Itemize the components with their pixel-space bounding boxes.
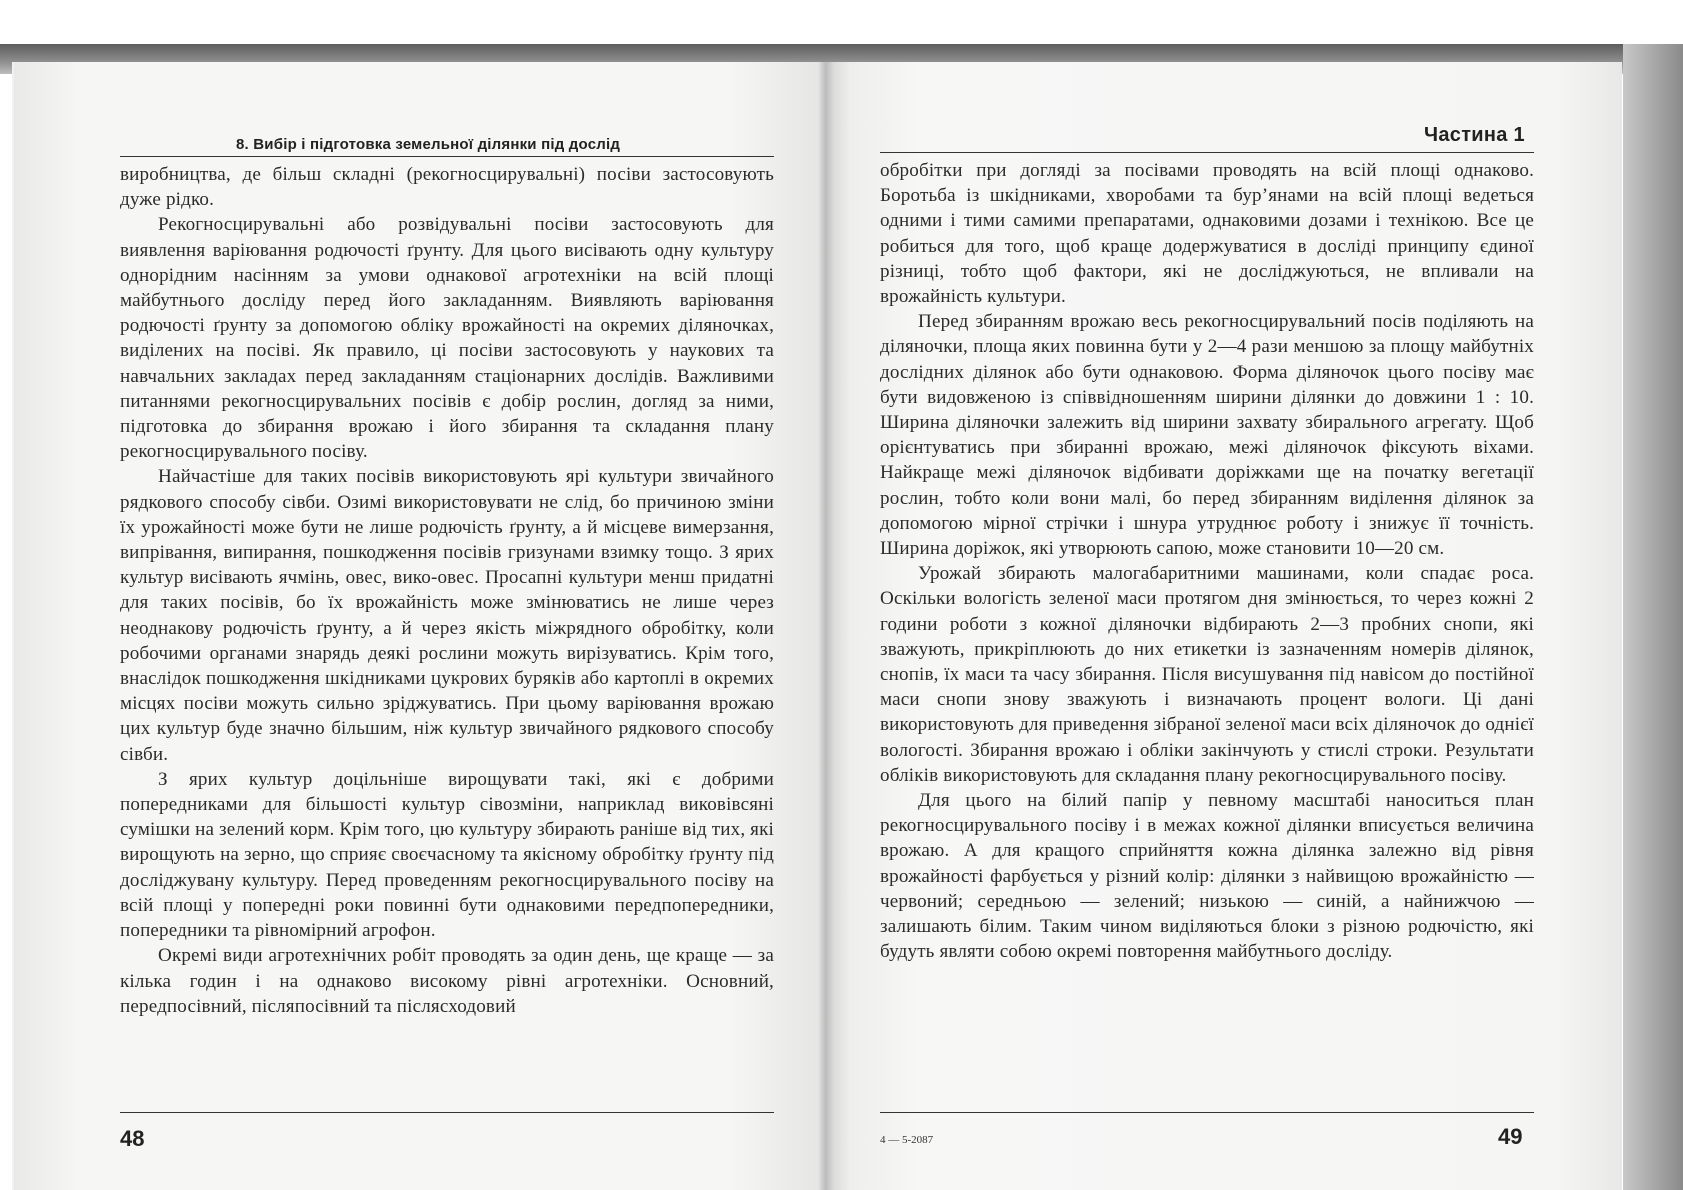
left-header-rule xyxy=(120,156,774,157)
right-header-rule xyxy=(880,152,1534,153)
paragraph: виробництва, де більш складні (рекогносцирувальні) посіви застосовують дуже рідко. xyxy=(120,164,774,211)
paragraph: Урожай збирають малогабаритними машинами, коли спадає роса. Оскільки вологість зеленої маси протягом дня змінюється, то через кожні 2 години роботи з кожної діляночки відбирають 2—3 пробних снопи, які зважують, прикріплюють до них етикетки із зазначенням номерів ділянок, снопів, їх маси та часу збирання. Після висушування під навісом до постійної маси снопи знову зважують і визначають процент вологи. Ці дані використовують для приведення зібраної зеленої маси всіх діляночок до однієї вологості. Збирання врожаю і обліки закінчують у стислі строки. Результати обліків використовують для складання плану рекогносцирувального посіву. xyxy=(880,563,1534,786)
paragraph: З ярих культур доцільніше вирощувати такі, які є добрими попередниками для більшості культур сівозміни, наприклад виковівсяні сумішки на зелений корм. Крім того, цю культуру збирають раніше від тих, які вирощують на зерно, що сприяє своєчасному та якісному обробітку ґрунту під досліджувану культуру. Перед проведенням рекогносцирувального посіву на всій площі у попередні роки повинні бути однаковими передпопередники, попередники та рівномірний агрофон. xyxy=(120,768,774,942)
left-running-head: 8. Вибір і підготовка земельної ділянки під дослід xyxy=(236,136,621,153)
book-spine-shadow xyxy=(818,62,834,1190)
right-page-text xyxy=(880,158,1534,965)
right-running-head: Частина 1 xyxy=(1424,124,1525,146)
paragraph: обробітки при догляді за посівами проводять на всій площі однаково. Боротьба із шкідниками, хворобами та бур’янами на всій площі ведеться одними і тими самими препаратами, однаковими дозами і технікою. Все це робиться для того, щоб краще додержуватися в досліді принципу єдиної різниці, тобто щоб фактори, які не досліджуються, не впливали на врожайність культури. xyxy=(880,160,1534,308)
paragraph: Окремі види агротехнічних робіт проводять за один день, ще краще — за кілька годин і на однаково високому рівні агротехніки. Основний, передпосівний, післяпосівний та післясходовий xyxy=(120,945,774,1017)
paragraph: Рекогносцирувальні або розвідувальні посіви застосовують для виявлення варіювання родючості ґрунту. Для цього висівають одну культуру однорідним насінням за умови однакової агротехніки на всій площі майбутнього досліду перед його закладанням. Виявляють варіювання родючості ґрунту за допомогою обліку врожайності на окремих діляночках, виділених на посіві. Як правило, ці посіви застосовують у наукових та навчальних закладах перед закладанням стаціонарних дослідів. Важливими питаннями рекогносцирувальних посівів є добір рослин, догляд за ними, підготовка до збирання врожаю і його збирання та складання плану рекогносцирувального посіву. xyxy=(120,214,774,463)
paragraph: Перед збиранням врожаю весь рекогносцирувальний посів поділяють на діляночки, площа яких повинна бути у 2—4 рази меншою за площу майбутніх дослідних ділянок або бути однаковою. Форма діляночок цього посіву має бути видовженою із співвідношенням ширини ділянки до довжини 1 : 10. Ширина діляночки залежить від ширини захвату збирального агрегату. Щоб орієнтуватись при збиранні врожаю, межі діляночок фіксують віхами. Найкраще межі діляночок відбивати доріжками ще на початку вегетації рослин, тобто коли вони малі, бо перед збиранням виділення ділянок за допомогою мірної стрічки і шнура утруднює роботу і знижує її точність. Ширина доріжок, які утворюють сапою, може становити 10—20 см. xyxy=(880,311,1534,560)
printer-signature-mark: 4 — 5-2087 xyxy=(880,1134,934,1146)
right-footer-rule xyxy=(880,1112,1534,1113)
left-page-number: 48 xyxy=(120,1126,145,1151)
right-page-number: 49 xyxy=(1498,1124,1523,1149)
left-footer-rule xyxy=(120,1112,774,1113)
paragraph: Для цього на білий папір у певному масштабі наноситься план рекогносцирувального посіву і в межах кожної ділянки вписується величина врожаю. А для кращого сприйняття кожна ділянка залежно від рівня врожайності фарбується у різний колір: ділянки з найвищою врожайністю — червоний; середньою — зелений; низькою — синій, а найнижчою — залишають білим. Таким чином виділяються блоки з різною родючістю, які будуть являти собою окремі повторення майбутнього досліду. xyxy=(880,790,1534,963)
left-page-text xyxy=(120,162,774,1019)
book-cover-right-edge xyxy=(1623,44,1683,1190)
paragraph: Найчастіше для таких посівів використовують ярі культури звичайного рядкового способу сівби. Озимі використовувати не слід, бо причиною зміни їх урожайності може бути не лише родючість ґрунту, а й місцеве вимерзання, випрівання, випирання, пошкодження посівів гризунами взимку тощо. З ярих культур висівають ячмінь, овес, вико-овес. Просапні культури менш придатні для таких посівів, бо їх врожайність може змінюватись не лише через неоднакову родючість ґрунту, а й через якість міжрядного обробітку, коли робочими органами знарядь деякі рослини можуть вирізуватись. Крім того, внаслідок пошкодження шкідниками цукрових буряків або картоплі в окремих місцях посіви можуть сильно зріджуватись. При цьому варіювання врожаю цих культур буде значно більшим, ніж культур звичайного рядкового способу сівби. xyxy=(120,466,774,765)
